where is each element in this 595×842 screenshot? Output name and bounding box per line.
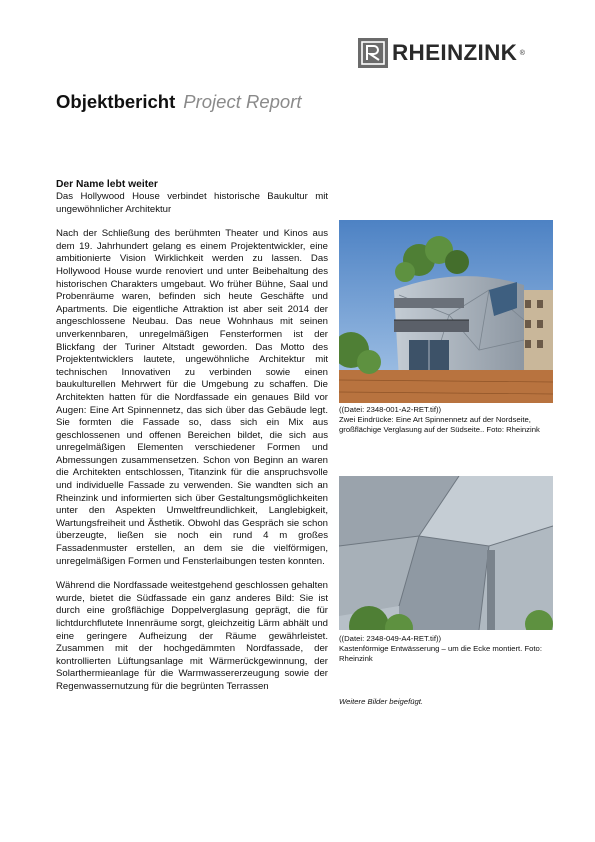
photo-1-caption-text: Zwei Eindrücke: Eine Art Spinnennetz auf der Nordseite, großflächige Verglasung auf der Südseite.. Foto: Rheinzink [339, 415, 540, 434]
photo-2-file-ref: ((Datei: 2348-049-A4-RET.tif)) [339, 634, 442, 643]
photo-1-file-ref: ((Datei: 2348-001-A2-RET.tif)) [339, 405, 442, 414]
logo-wordmark: RHEINZINK ® [392, 38, 517, 68]
registered-mark: ® [519, 50, 526, 57]
photo-facade-detail [339, 476, 553, 630]
title-de: Objektbericht [56, 91, 176, 112]
photo-2-caption-text: Kastenförmige Entwässerung – um die Ecke montiert. Foto: Rheinzink [339, 644, 542, 663]
report-header [56, 91, 302, 113]
rheinzink-logo [358, 38, 563, 68]
article-body [56, 178, 328, 694]
photo-2-caption [339, 634, 555, 664]
article-subtitle: Das Hollywood House verbindet historische Baukultur mit ungewöhnlicher Architektur [56, 191, 328, 215]
photo-1-caption [339, 405, 555, 435]
article-paragraph-2: Während die Nordfassade weitestgehend geschlossen gehalten wurde, bietet die Südfassade ein ganz anderes Bild: Sie ist durch eine großflächige Doppelverglasung geprägt, die für lichtdurchflutete Innenräume sorgt, gleichzeitig Lärm abhält und eine geringere Aufheizung der Räume gewährleistet. Zusammen mit der hochgedämmten Nordfassade, der kontrollierten Lüftungsanlage mit Wärmerückgewinnung, der Solarthermieanlage für die Warmwassererzeugung sowie der Regenwassernutzung für die begrünten Terrassen [56, 580, 328, 692]
photo-building-facade [339, 220, 553, 403]
article-heading: Der Name lebt weiter [56, 179, 158, 190]
article-paragraph-1: Nach der Schließung des berühmten Theater und Kinos aus dem 19. Jahrhundert gelang es einem Projektentwickler, eine ambitionierte Vision Wirklichkeit werden zu lassen. Das Hollywood House wurde renoviert und unter Beibehaltung des historischen Charakters umgebaut. Wo früher Bühne, Saal und Probenräume waren, befinden sich heute Geschäfte und Apartments. Die eigentliche Attraktion ist aber seit 2014 der angeschlossene Neubau. Das neue Wohnhaus mit seinen unverkennbaren, unregelmäßigen Fensterformen ist der Blickfang der Turiner Altstadt geworden. Das Motto des Projektentwicklers lautete, ungewöhnliche Architektur mit technischen Innovativen zu verbinden sowie einen baukulturellen Mehrwert für die Umgebung zu schaffen. Die Architekten hatten für die Nordfassade ein genaues Bild vor Augen: Eine Art Spinnennetz, das sich über das Gebäude legt. Sie formten die Fassade so, dass sich ein Mix aus geschlossenen und offenen Bereichen bildet, die sich aus unregelmäßigen Elementen verschiedener Formen und Abmessungen zusammensetzen. Schon von Beginn an waren die Architekten entschlossen, Titanzink für die anspruchsvolle und individuelle Fassade zu verwenden. Sie wandten sich an Rheinzink und informierten sich über Gestaltungsmöglichkeiten unter den Aspekten Umweltfreundlichkeit, Langlebigkeit, Wartungsfreiheit und Ästhetik. Obwohl das Gespräch sie schon überzeugte, ließen sie noch ein rund 4 m großes Fassadenmuster erstellen, an dem sie die vielförmigen, unregelmäßigen Formen und Fensterlaibungen testen konnten. [56, 228, 328, 567]
title-en: Project Report [183, 91, 302, 112]
more-images-note: Weitere Bilder beigefügt. [339, 697, 424, 706]
rheinzink-logo-icon [358, 38, 388, 68]
